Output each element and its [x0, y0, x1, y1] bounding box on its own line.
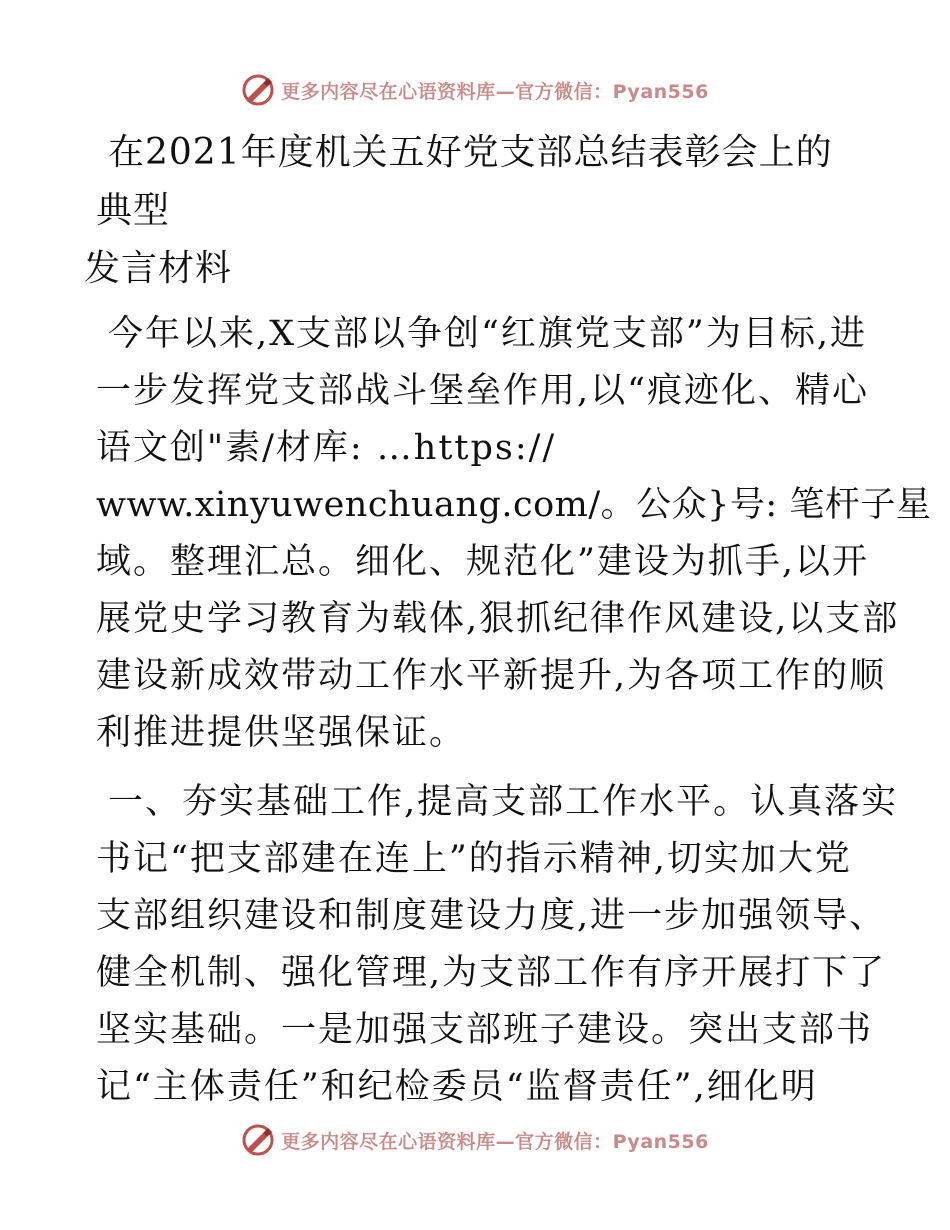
- text-line: www.xinyuwenchuang.com/。公众}号: 笔杆子星: [96, 485, 932, 525]
- text-line: 一、夯实基础工作,提高支部工作水平。认真落实: [108, 782, 899, 822]
- text-line: 域。整理汇总。细化、规范化”建设为抓手,以开: [96, 542, 870, 582]
- watermark-text: 更多内容尽在心语资料库—官方微信：Pyan556: [281, 80, 709, 103]
- text-line: 健全机制、强化管理,为支部工作有序开展打下了: [96, 953, 887, 993]
- text-line: 利推进提供坚强保证。: [96, 713, 467, 753]
- text-line: 坚实基础。一是加强支部班子建设。突出支部书: [96, 1010, 874, 1050]
- text-line: 记“主体责任”和纪检委员“监督责任”,细化明: [96, 1067, 818, 1107]
- paragraph-section-one: [96, 774, 899, 1116]
- text-line: 书记“把支部建在连上”的指示精神,切实加大党: [96, 839, 852, 879]
- pen-logo-icon: [241, 1123, 275, 1157]
- text-line: 语文创"素/材库: …https://: [96, 428, 557, 468]
- text-line: 支部组织建设和制度建设力度,进一步加强领导、: [96, 896, 887, 936]
- header-watermark: [0, 72, 950, 108]
- pen-logo-icon: [241, 73, 275, 107]
- document-body: [84, 124, 932, 1128]
- title-line-1: 在2021年度机关五好党支部总结表彰会上的典型: [96, 132, 833, 231]
- text-line: 今年以来,X支部以争创“红旗党支部”为目标,进: [108, 314, 867, 354]
- document-title: [84, 124, 856, 298]
- text-line: 建设新成效带动工作水平新提升,为各项工作的顺: [96, 656, 887, 696]
- paragraph-intro: [96, 306, 932, 762]
- text-line: 一步发挥党支部战斗堡垒作用,以“痕迹化、精心: [96, 371, 870, 411]
- title-line-2: 发言材料: [84, 248, 233, 289]
- watermark-text: 更多内容尽在心语资料库—官方微信：Pyan556: [281, 1130, 709, 1153]
- footer-watermark: [0, 1122, 950, 1158]
- text-line: 展党史学习教育为载体,狠抓纪律作风建设,以支部: [96, 599, 900, 639]
